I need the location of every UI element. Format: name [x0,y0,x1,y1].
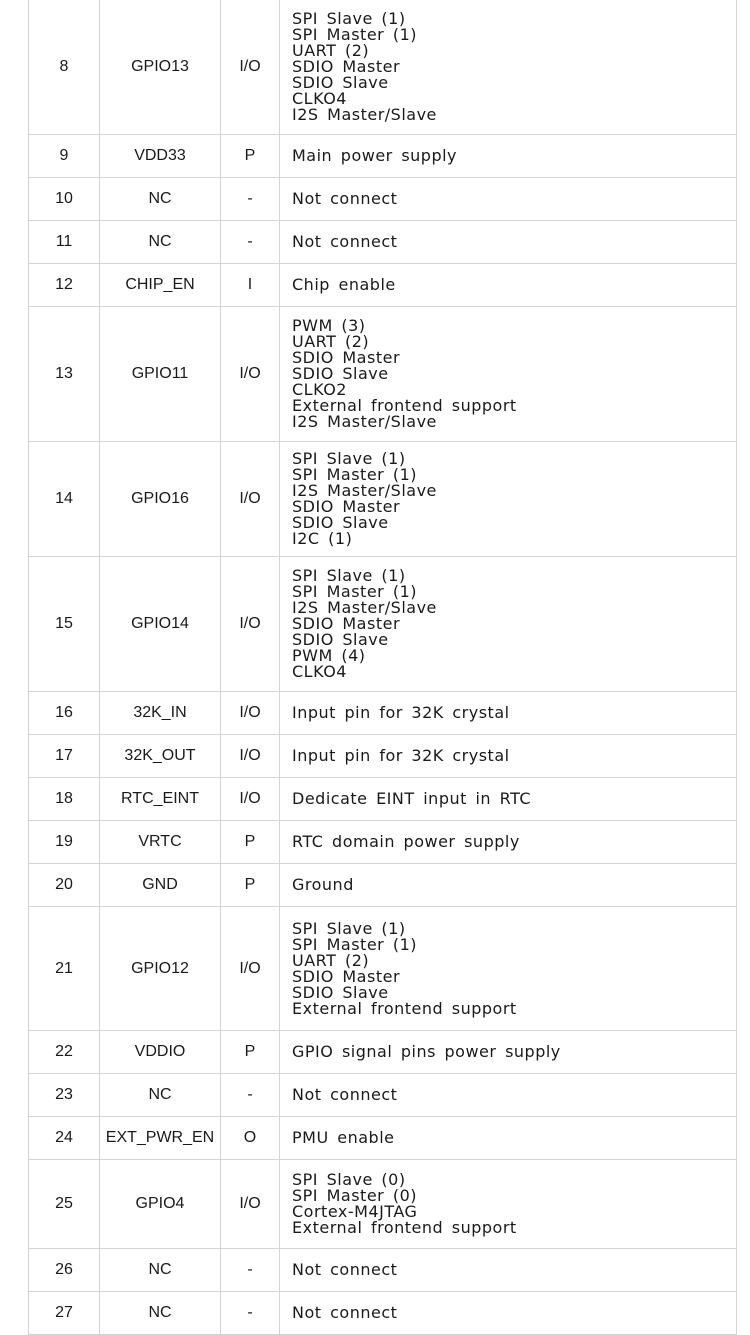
pin-function-line: SPI Slave (1) [292,8,406,28]
pin-description-cell [280,1249,737,1292]
pin-name-cell: NC [100,1249,221,1292]
pin-name-cell: VRTC [100,821,221,864]
pin-function-line: SDIO Master [292,56,401,76]
pin-type-cell: - [221,1074,280,1117]
pin-function-line: Input pin for 32K crystal [292,703,510,722]
pin-function-line: I2S Master/Slave [292,104,437,124]
pin-function-line: External frontend support [292,998,517,1018]
pin-number-cell: 22 [29,1031,100,1074]
pin-type-cell: I [221,264,280,307]
pin-row [29,907,737,1031]
pin-function-line: SDIO Slave [292,982,389,1002]
pin-description-cell [280,1074,737,1117]
pin-row [29,778,737,821]
pin-function-line: SDIO Slave [292,72,389,92]
pin-type-cell: I/O [221,557,280,692]
pin-row [29,0,737,135]
pin-description-cell [280,442,737,557]
pin-function-line: GPIO signal pins power supply [292,1042,561,1061]
pin-number-cell: 9 [29,135,100,178]
pin-function-line: Chip enable [292,275,396,294]
pin-number-cell: 12 [29,264,100,307]
pin-function-line: SDIO Slave [292,513,389,532]
pin-type-cell: - [221,1292,280,1335]
pin-function-line: Not connect [292,1303,398,1322]
pin-function-line: SPI Slave (1) [292,449,406,468]
pin-name-cell: 32K_IN [100,692,221,735]
pin-name-cell: GPIO4 [100,1160,221,1249]
pin-function-line: Not connect [292,232,398,251]
pin-type-cell: I/O [221,442,280,557]
pin-name-cell: VDD33 [100,135,221,178]
pin-function-line: Not connect [292,189,398,208]
pin-table [28,0,737,1335]
pin-function-line: UART (2) [292,332,370,351]
pin-number-cell: 15 [29,557,100,692]
pin-function-line: CLKO4 [292,662,347,681]
pin-number-cell: 24 [29,1117,100,1160]
pin-number-cell: 18 [29,778,100,821]
pin-number-cell: 10 [29,178,100,221]
pin-function-line: SDIO Slave [292,364,389,383]
pin-function-line: RTC domain power supply [292,832,520,851]
pin-function-line: Cortex-M4JTAG [292,1202,418,1221]
pin-description-cell [280,1031,737,1074]
pin-function-line: I2S Master/Slave [292,412,437,431]
pin-function-line: UART (2) [292,950,370,970]
pin-row [29,1074,737,1117]
pin-number-cell: 21 [29,907,100,1031]
pin-row [29,821,737,864]
pin-description-cell [280,557,737,692]
pin-function-line: PMU enable [292,1128,395,1147]
pin-row [29,442,737,557]
pin-type-cell: I/O [221,307,280,442]
pin-type-cell: P [221,864,280,907]
pin-function-line: SPI Master (1) [292,465,417,484]
pin-function-line: External frontend support [292,396,517,415]
pin-function-line: SDIO Slave [292,630,389,649]
pin-function-line: I2C (1) [292,529,353,548]
pin-function-line: SPI Master (1) [292,934,417,954]
pin-function-line: Dedicate EINT input in RTC [292,789,532,808]
pin-function-line: I2S Master/Slave [292,598,437,617]
pin-name-cell: GPIO13 [100,0,221,135]
pin-function-line: Not connect [292,1260,398,1279]
pin-function-line: SDIO Master [292,497,401,516]
pin-row [29,1292,737,1335]
pin-name-cell: GPIO11 [100,307,221,442]
pin-name-cell: GPIO16 [100,442,221,557]
pin-type-cell: I/O [221,735,280,778]
pin-row [29,735,737,778]
pin-description-cell [280,1160,737,1249]
pin-row [29,178,737,221]
pin-description-cell [280,135,737,178]
pin-function-line: CLKO2 [292,380,347,399]
pin-row [29,1117,737,1160]
pin-function-line: SDIO Master [292,614,401,633]
pin-name-cell: 32K_OUT [100,735,221,778]
pin-function-line: SPI Master (1) [292,582,417,601]
pin-number-cell: 8 [29,0,100,135]
pin-description-cell [280,1292,737,1335]
pin-name-cell: CHIP_EN [100,264,221,307]
pin-type-cell: - [221,221,280,264]
pin-function-line: SPI Slave (1) [292,566,406,585]
pin-function-line: Not connect [292,1085,398,1104]
pin-description-cell [280,307,737,442]
pin-name-cell: GND [100,864,221,907]
pin-number-cell: 20 [29,864,100,907]
pin-name-cell: VDDIO [100,1031,221,1074]
pin-function-line: SPI Slave (1) [292,918,406,938]
pin-number-cell: 14 [29,442,100,557]
pin-type-cell: P [221,135,280,178]
pin-function-line: UART (2) [292,40,370,60]
pin-row [29,1160,737,1249]
pin-type-cell: I/O [221,0,280,135]
pin-row [29,221,737,264]
pin-name-cell: NC [100,1074,221,1117]
pin-name-cell: NC [100,178,221,221]
pin-function-line: SDIO Master [292,348,401,367]
pin-table-body [29,0,737,1335]
pin-function-line: CLKO4 [292,88,347,108]
pin-description-cell [280,264,737,307]
pin-name-cell: NC [100,1292,221,1335]
pin-function-line: Main power supply [292,146,458,165]
pin-type-cell: I/O [221,692,280,735]
pin-number-cell: 16 [29,692,100,735]
pin-description-cell [280,864,737,907]
pin-function-line: Input pin for 32K crystal [292,746,510,765]
pin-description-cell [280,821,737,864]
pin-description-cell [280,907,737,1031]
pin-description-cell [280,735,737,778]
pin-name-cell: GPIO12 [100,907,221,1031]
pin-type-cell: I/O [221,778,280,821]
pin-row [29,135,737,178]
pin-type-cell: P [221,1031,280,1074]
pin-number-cell: 25 [29,1160,100,1249]
pin-number-cell: 27 [29,1292,100,1335]
pin-row [29,864,737,907]
pin-row [29,557,737,692]
pin-type-cell: I/O [221,1160,280,1249]
pin-function-line: I2S Master/Slave [292,481,437,500]
pin-number-cell: 13 [29,307,100,442]
pin-type-cell: P [221,821,280,864]
pin-row [29,264,737,307]
pin-function-line: SPI Master (0) [292,1186,417,1205]
pin-type-cell: O [221,1117,280,1160]
pin-name-cell: NC [100,221,221,264]
pin-description-cell [280,692,737,735]
pin-function-line: SPI Slave (0) [292,1170,406,1189]
pin-type-cell: I/O [221,907,280,1031]
pin-function-line: PWM (4) [292,646,366,665]
pin-function-line: External frontend support [292,1218,517,1237]
pin-name-cell: RTC_EINT [100,778,221,821]
pin-description-cell [280,1117,737,1160]
pin-function-line: PWM (3) [292,316,366,335]
pin-description-cell [280,778,737,821]
pin-row [29,692,737,735]
pin-function-line: SDIO Master [292,966,401,986]
pin-name-cell: GPIO14 [100,557,221,692]
pin-number-cell: 19 [29,821,100,864]
pin-number-cell: 17 [29,735,100,778]
pin-row [29,1031,737,1074]
pin-type-cell: - [221,178,280,221]
pin-name-cell: EXT_PWR_EN [100,1117,221,1160]
pin-description-cell [280,221,737,264]
pin-type-cell: - [221,1249,280,1292]
pin-function-line: Ground [292,875,354,894]
pin-row [29,1249,737,1292]
pin-description-cell [280,178,737,221]
pin-description-cell [280,0,737,135]
pin-function-line: SPI Master (1) [292,24,417,44]
pin-row [29,307,737,442]
pin-number-cell: 26 [29,1249,100,1292]
pin-number-cell: 11 [29,221,100,264]
pin-number-cell: 23 [29,1074,100,1117]
